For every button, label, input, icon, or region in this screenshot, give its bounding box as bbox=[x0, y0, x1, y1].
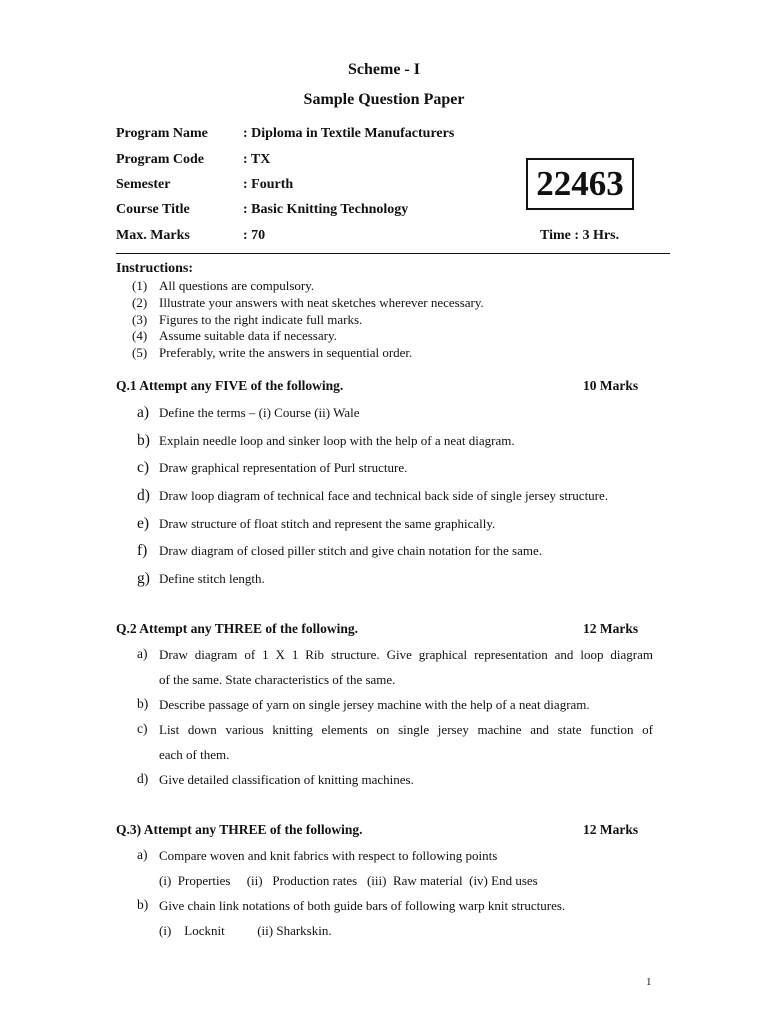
instruction-text: Figures to the right indicate full marks. bbox=[159, 312, 363, 327]
instruction-text: Assume suitable data if necessary. bbox=[159, 328, 337, 343]
question-text: Explain needle loop and sinker loop with the help of a neat diagram. bbox=[159, 433, 515, 448]
question-letter: e) bbox=[137, 515, 150, 532]
semester-value: : Fourth bbox=[243, 177, 294, 192]
question-letter: g) bbox=[137, 570, 150, 587]
instruction-number: (4) bbox=[132, 328, 148, 343]
question-letter: c) bbox=[137, 459, 150, 476]
question-letter: b) bbox=[137, 432, 150, 449]
question-letter: a) bbox=[137, 646, 148, 661]
q2-title: Q.2 Attempt any THREE of the following. bbox=[116, 621, 359, 636]
program-name-label: Program Name bbox=[116, 126, 208, 141]
question-letter: d) bbox=[137, 487, 150, 504]
question-text: Describe passage of yarn on single jersey machine with the help of a neat diagram. bbox=[159, 697, 590, 712]
question-letter: d) bbox=[137, 771, 149, 786]
scheme-heading: Scheme - I bbox=[348, 61, 420, 78]
question-text: Draw loop diagram of technical face and technical back side of single jersey structure. bbox=[159, 488, 609, 503]
question-text: Draw graphical representation of Purl structure. bbox=[159, 460, 408, 475]
q1-title: Q.1 Attempt any FIVE of the following. bbox=[116, 378, 344, 393]
course-code-box: 22463 bbox=[526, 158, 634, 210]
course-title-label: Course Title bbox=[116, 202, 190, 217]
course-title-value: : Basic Knitting Technology bbox=[243, 202, 409, 217]
question-letter: a) bbox=[137, 404, 150, 421]
q1-marks: 10 Marks bbox=[583, 378, 639, 393]
question-letter: c) bbox=[137, 721, 148, 736]
instruction-text: All questions are compulsory. bbox=[159, 278, 315, 293]
question-letter: f) bbox=[137, 542, 148, 559]
time-label: Time : 3 Hrs. bbox=[540, 228, 620, 243]
header-divider bbox=[116, 253, 670, 254]
instruction-number: (3) bbox=[132, 312, 148, 327]
question-text: Draw diagram of closed piller stitch and give chain notation for the same. bbox=[159, 543, 543, 558]
instruction-number: (1) bbox=[132, 278, 148, 293]
question-text: Define the terms – (i) Course (ii) Wale bbox=[159, 405, 360, 420]
program-name-value: : Diploma in Textile Manufacturers bbox=[243, 126, 455, 141]
instruction-text: Illustrate your answers with neat sketches wherever necessary. bbox=[159, 295, 484, 310]
question-text: Draw structure of float stitch and represent the same graphically. bbox=[159, 516, 496, 531]
question-text: Compare woven and knit fabrics with respect to following points bbox=[159, 848, 498, 863]
instruction-number: (5) bbox=[132, 345, 148, 360]
program-code-value: : TX bbox=[243, 152, 271, 167]
paper-title: Sample Question Paper bbox=[303, 91, 465, 108]
max-marks-label: Max. Marks bbox=[116, 228, 190, 243]
semester-label: Semester bbox=[116, 177, 171, 192]
question-text-cont: each of them. bbox=[159, 747, 230, 762]
question-text: Give chain link notations of both guide bars of following warp knit structures. bbox=[159, 898, 566, 913]
page-number: 1 bbox=[646, 976, 652, 988]
question-letter: b) bbox=[137, 696, 149, 711]
question-text: Define stitch length. bbox=[159, 571, 265, 586]
question-text-cont: (i) Properties (ii) Production rates (iii) Raw material (iv) End uses bbox=[159, 873, 538, 888]
question-letter: a) bbox=[137, 847, 148, 862]
max-marks-value: : 70 bbox=[243, 228, 266, 243]
question-text: List down various knitting elements on single jersey machine and state function of bbox=[159, 722, 653, 737]
instruction-text: Preferably, write the answers in sequential order. bbox=[159, 345, 413, 360]
q3-title: Q.3) Attempt any THREE of the following. bbox=[116, 822, 363, 837]
instruction-number: (2) bbox=[132, 295, 148, 310]
instructions-heading: Instructions: bbox=[116, 261, 194, 276]
question-text-cont: (i) Locknit (ii) Sharkskin. bbox=[159, 923, 332, 938]
question-letter: b) bbox=[137, 897, 149, 912]
program-code-label: Program Code bbox=[116, 152, 204, 167]
question-text-cont: of the same. State characteristics of the same. bbox=[159, 672, 396, 687]
q3-marks: 12 Marks bbox=[583, 822, 639, 837]
question-text: Give detailed classification of knitting machines. bbox=[159, 772, 414, 787]
question-text: Draw diagram of 1 X 1 Rib structure. Give graphical representation and loop diagram bbox=[159, 647, 653, 662]
q2-marks: 12 Marks bbox=[583, 621, 639, 636]
